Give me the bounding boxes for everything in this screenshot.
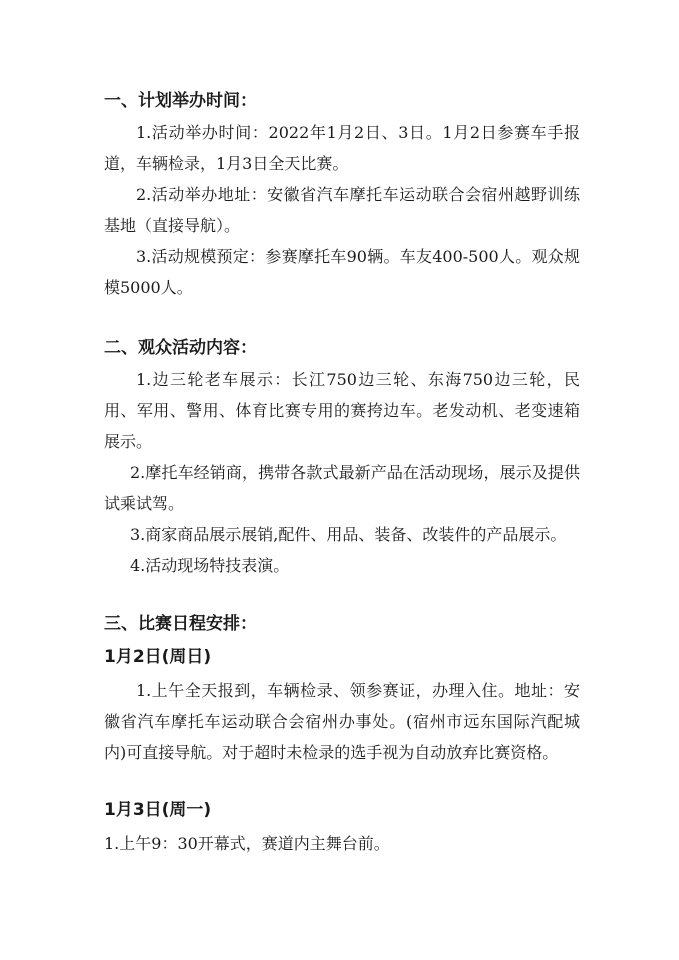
paragraph-sidecar-display: 1.边三轮老车展示：长江750边三轮、东海750边三轮，民用、军用、警用、体育比赛专用的赛挎边车。老发动机、老变速箱展示。 [104, 370, 580, 451]
paragraph-dealers: 2.摩托车经销商，携带各款式最新产品在活动现场，展示及提供试乘试驾。 [104, 463, 580, 513]
day-title-jan-2: 1月2日(周日) [104, 647, 212, 667]
paragraph-event-location: 2.活动举办地址：安徽省汽车摩托车运动联合会宿州越野训练基地（直接导航）。 [104, 185, 580, 235]
section-heading-audience-activities: 二、观众活动内容： [104, 338, 257, 358]
paragraph-event-scale: 3.活动规模预定：参赛摩托车90辆。车友400-500人。观众规模5000人。 [104, 247, 580, 297]
paragraph-merchant-display: 3.商家商品展示展销,配件、用品、装备、改装件的产品展示。 [130, 525, 567, 544]
section-heading-schedule-time: 一、计划举办时间： [104, 91, 257, 111]
paragraph-jan-3-opening: 1.上午9：30开幕式，赛道内主舞台前。 [104, 834, 390, 853]
day-title-jan-3: 1月3日(周一) [104, 800, 212, 820]
paragraph-event-time: 1.活动举办时间：2022年1月2日、3日。1月2日参赛车手报道，车辆检录，1月3日全天比赛。 [104, 123, 580, 173]
paragraph-jan-2-checkin: 1.上午全天报到，车辆检录、领参赛证，办理入住。地址：安徽省汽车摩托车运动联合会宿州办事处。(宿州市远东国际汽配城内)可直接导航。对于超时未检录的选手视为自动放弃比赛资格。 [104, 681, 580, 762]
section-heading-race-schedule: 三、比赛日程安排： [104, 614, 257, 634]
paragraph-stunt-show: 4.活动现场特技表演。 [130, 556, 290, 575]
